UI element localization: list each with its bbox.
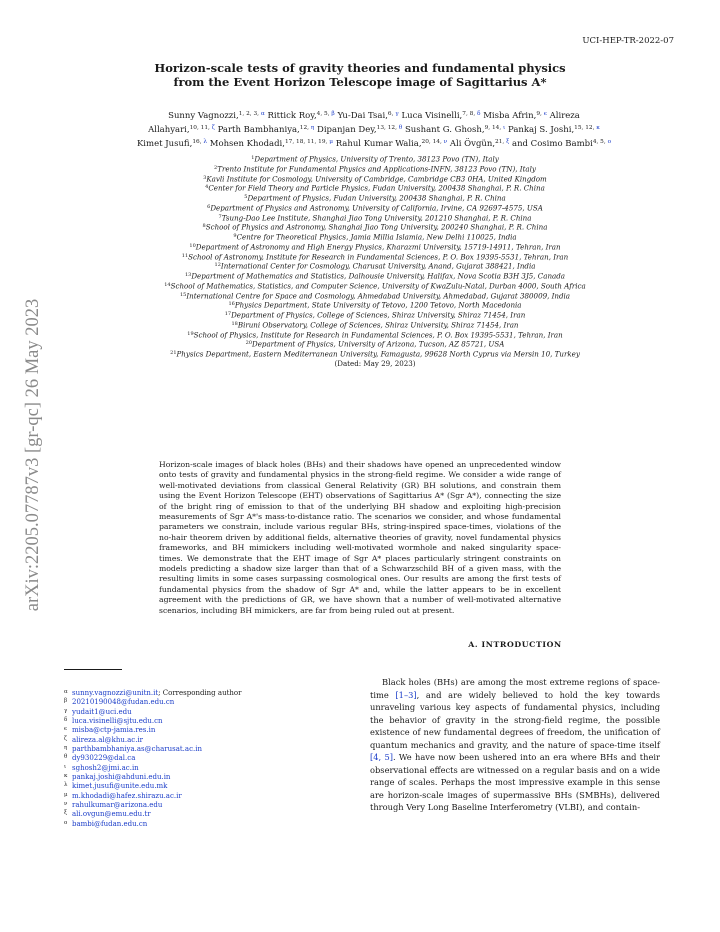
author-affiliation-marks — [317, 111, 335, 117]
author-name: Luca Visinelli, — [401, 111, 463, 121]
footnote — [64, 819, 354, 828]
affiliation-list — [60, 154, 690, 368]
intro-text: Black holes (BHs) are among the most extreme regions of space-time — [370, 677, 660, 700]
affiliation-text: Department of Astronomy and High Energy Physics, Kharazmi University, 15719-14911, Tehran, Iran — [195, 242, 561, 252]
author — [210, 139, 333, 149]
affiliation — [60, 310, 690, 320]
affiliation-number: 10 — [189, 242, 196, 249]
footnote — [64, 707, 354, 716]
intro-paragraph — [370, 676, 660, 814]
email-link[interactable]: alireza.al@khu.ac.ir — [72, 735, 144, 744]
author-affiliation-marks — [190, 125, 215, 131]
affiliation-text: International Centre for Space and Cosmology, Ahmedabad University, Ahmedabad, Gujarat 380009, India — [186, 291, 571, 300]
affiliation-text: School of Physics and Astronomy, Shanghai Jiao Tong University, 200240 Shanghai, P. R. China — [205, 222, 548, 232]
intro-text: , and are widely believed to hold the key towards unraveling various key aspects of fundamental physics, including the behavior of gravity in the strong-field regime, the possible existence of new fundamental degrees of freedom, the unification of quantum mechanics and gravity, and the nature of space-time itself — [370, 689, 660, 750]
author — [336, 139, 448, 149]
footnote — [64, 716, 354, 725]
footnote-symbol-link[interactable]: η — [310, 125, 315, 131]
affiliation-text: Tsung-Dao Lee Institute, Shanghai Jiao Tong University, 201210 Shanghai, P. R. China — [221, 213, 532, 222]
author-affiliation-marks — [377, 125, 403, 131]
author — [508, 125, 600, 135]
affiliation-number: 14 — [164, 281, 171, 288]
author-affiliation-marks — [388, 111, 399, 117]
email-link[interactable]: dy930229@dal.ca — [72, 754, 136, 763]
footnote-symbol-link[interactable]: o — [607, 139, 612, 145]
footnote-mark: θ — [64, 754, 68, 761]
footnote-symbol-link[interactable]: ν — [443, 139, 448, 145]
email-link[interactable]: luca.visinelli@sjtu.edu.cn — [72, 717, 163, 726]
title-line: from the Event Horizon Telescope image of Sagittarius A* — [173, 75, 547, 89]
affiliation-number: 12 — [214, 262, 221, 269]
footnote-mark: μ — [64, 791, 68, 798]
email-link[interactable]: rahulkumar@arizona.edu — [72, 801, 163, 810]
footnote-mark: ζ — [64, 735, 67, 742]
email-link[interactable]: parthbambhaniya.as@charusat.ac.in — [72, 745, 202, 754]
paper-title — [0, 61, 720, 89]
affiliation-text: Department of Physics, College of Sciences, Shiraz University, Shiraz 71454, Iran — [231, 310, 526, 320]
author-affiliation-marks — [485, 125, 506, 131]
email-link[interactable]: pankaj.joshi@ahduni.edu.in — [72, 773, 171, 782]
affiliation — [60, 174, 690, 184]
affiliation-number: 7 — [218, 213, 222, 220]
author — [168, 111, 265, 121]
affiliation — [60, 300, 690, 310]
author-affiliation-marks — [495, 139, 509, 145]
affiliation-numbers: 21, — [495, 139, 507, 145]
affiliation — [60, 232, 690, 242]
email-link[interactable]: misba@ctp-jamia.res.in — [72, 726, 156, 735]
author-name: and Cosimo Bambi — [512, 139, 593, 149]
footnote-mark: γ — [64, 707, 68, 714]
affiliation-numbers: 13, 12, — [376, 125, 399, 131]
citation-link[interactable]: [1–3] — [395, 689, 417, 700]
footnote — [64, 763, 354, 772]
affiliation-text: School of Physics, Institute for Research in Fundamental Sciences, P. O. Box 19395-5531, Tehran, Iran — [193, 330, 563, 339]
footnote-mark: ξ — [64, 810, 68, 817]
affiliation-number: 17 — [224, 311, 232, 317]
author-affiliation-marks — [192, 139, 207, 145]
author-affiliation-marks — [285, 139, 333, 145]
affiliation-number: 15 — [179, 291, 187, 298]
footnote-note: ; Corresponding author — [158, 689, 242, 697]
affiliation-text: Department of Physics, Fudan University, 200438 Shanghai, P. R. China — [247, 193, 506, 203]
affiliation-number: 19 — [187, 330, 194, 337]
affiliation-text: Department of Mathematics and Statistics, Dalhousie University, Halifax, Nova Scotia B3H 3J5, Canada — [191, 271, 566, 281]
author — [483, 111, 547, 121]
footnote-mark: ϵ — [64, 726, 68, 733]
footnote-symbol-link[interactable]: λ — [203, 139, 208, 145]
affiliation — [60, 164, 690, 174]
author-affiliation-marks — [574, 125, 600, 131]
footnote — [64, 697, 354, 706]
email-link[interactable]: m.khodadi@hafez.shirazu.ac.ir — [72, 791, 182, 800]
author-name: Yu-Dai Tsai, — [337, 111, 388, 121]
author-line — [64, 108, 684, 122]
author-name: Allahyari, — [148, 125, 190, 135]
footnote — [64, 753, 354, 762]
author-name: Alireza — [549, 111, 580, 121]
author — [550, 111, 580, 121]
author-name: Parth Bambhaniya, — [217, 125, 300, 135]
affiliation-text: Physics Department, State University of Tetovo, 1200 Tetovo, North Macedonia — [234, 300, 522, 310]
author — [137, 139, 207, 149]
affiliation-numbers: 1, 2, 3, — [238, 111, 261, 117]
footnote-mark: o — [64, 819, 68, 826]
footnote-symbol-link[interactable]: γ — [395, 111, 399, 117]
footnote — [64, 772, 354, 781]
author-list — [64, 108, 684, 150]
footnote-symbol-link[interactable]: β — [331, 111, 335, 117]
footnote-symbol-link[interactable]: ϵ — [543, 111, 547, 117]
affiliation-number: 5 — [244, 194, 248, 200]
author-affiliation-marks — [300, 125, 315, 131]
affiliation-numbers: 4, 5, — [316, 111, 332, 117]
affiliation — [60, 242, 690, 252]
footnote-mark: ι — [64, 763, 67, 770]
affiliation-number: 11 — [181, 252, 189, 259]
affiliation — [60, 271, 690, 281]
affiliation-text: School of Astronomy, Institute for Research in Fundamental Sciences, P. O. Box 19395-5531, Tehran, Iran — [188, 252, 569, 261]
affiliation — [60, 183, 690, 193]
author — [401, 111, 480, 121]
affiliation — [60, 252, 690, 262]
footnote-symbol-link[interactable]: ζ — [211, 125, 215, 131]
author-name: Rittick Roy, — [267, 111, 317, 121]
footnote-mark: ν — [64, 801, 68, 808]
footnote — [64, 809, 354, 818]
email-link[interactable]: sghosh2@jmi.ac.in — [72, 763, 139, 772]
affiliation-numbers: 9, — [536, 111, 544, 117]
footnote-symbol-link[interactable]: θ — [398, 125, 403, 131]
footnote-symbol-link[interactable]: ξ — [506, 139, 510, 145]
affiliation-numbers: 17, 18, 11, 19, — [284, 139, 330, 145]
footnote-mark: α — [64, 689, 68, 695]
intro-text: . We have now been ushered into an era where BHs and their observational effects are witnessed on a regular basis and on a wide range of scales. Perhaps the most impressive example in this sense are horizon-scale images of supermassive BHs (SMBHs), delivered through Very Long Baseline Interferometry (VLBI), and contain- — [370, 752, 660, 812]
author — [337, 111, 398, 121]
affiliation-number: 21 — [170, 350, 177, 356]
email-link[interactable]: sunny.vagnozzi@unitn.it — [72, 689, 159, 697]
affiliation-lines — [60, 154, 690, 359]
footnote-rule — [64, 669, 122, 670]
author-name: Misba Afrin, — [483, 111, 537, 121]
affiliation-text: Centre for Theoretical Physics, Jamia Millia Islamia, New Delhi 110025, India — [236, 232, 517, 242]
footnote — [64, 744, 354, 753]
affiliation-numbers: 6, — [387, 111, 396, 117]
author — [218, 125, 315, 135]
footnote — [64, 735, 354, 744]
affiliation — [60, 213, 690, 223]
author-affiliation-marks — [239, 111, 265, 117]
citation-link[interactable]: [4, 5] — [370, 752, 393, 762]
author-affiliation-marks — [536, 111, 547, 117]
author-line — [64, 122, 684, 136]
footnote-symbol-link[interactable]: α — [260, 111, 265, 117]
affiliation-number: 16 — [228, 301, 235, 308]
affiliation — [60, 320, 690, 330]
affiliation-text: Department of Physics, University of Trento, 38123 Povo (TN), Italy — [254, 154, 499, 164]
email-link[interactable]: yudait1@uci.edu — [72, 707, 132, 716]
affiliation-text: Kavli Institute for Cosmology, University of Cambridge, Cambridge CB3 0HA, United Kingdom — [206, 174, 547, 183]
email-link[interactable]: kimet.jusufi@unite.edu.mk — [72, 782, 168, 791]
author-name: Ali Övgün, — [449, 139, 496, 149]
affiliation-number: 4 — [205, 184, 209, 191]
author-name: Kimet Jusufi, — [136, 139, 193, 149]
section-heading: A. INTRODUCTION — [468, 640, 562, 649]
affiliation — [60, 203, 690, 213]
affiliation-numbers: 4, 5, — [592, 139, 608, 145]
affiliation — [60, 222, 690, 232]
affiliation-number: 6 — [207, 203, 211, 210]
author — [317, 125, 402, 135]
affiliation-text: Trento Institute for Fundamental Physics and Applications-INFN, 38123 Povo (TN), Italy — [217, 164, 536, 174]
footnote-mark: η — [64, 745, 68, 752]
affiliation-text: Physics Department, Eastern Mediterranean University, Famagusta, 99628 North Cyprus via Mersin 10, Turkey — [176, 349, 580, 359]
affiliation-number: 20 — [245, 340, 253, 347]
footnote-list — [64, 688, 354, 828]
affiliation-text: School of Mathematics, Statistics, and Computer Science, University of KwaZulu-Natal, Durban 4000, South Africa — [170, 281, 586, 291]
author-name: Sushant G. Ghosh, — [404, 125, 485, 135]
author-name: Pankaj S. Joshi, — [508, 125, 575, 135]
affiliation-number: 3 — [203, 174, 207, 181]
preprint-number: UCI-HEP-TR-2022-07 — [582, 36, 674, 46]
arxiv-side-stamp — [8, 245, 52, 665]
footnote-symbol-link[interactable]: ι — [503, 125, 506, 131]
footnote — [64, 791, 354, 800]
abstract: Horizon-scale images of black holes (BHs) and their shadows have opened an unprecedented window onto tests of gravity and fundamental physics in the strong-field regime. We consider a wide range of well-motivated deviations from classical General Relativity (GR) BH solutions, and constrain them using the Event Horizon Telescope (EHT) observations of Sagittarius A* (Sgr A*), connecting the size of the bright ring of emission to that of the underlying BH shadow and exploiting high-precision measurements of Sgr A*'s mass-to-distance ratio. The scenarios we consider, and whose fundamental parameters we constrain, include various regular BHs, string-inspired space-times, violations of the no-hair theorem driven by additional fields, alternative theories of gravity, novel fundamental physics frameworks, and BH mimickers including well-motivated wormhole and naked singularity space-times. We demonstrate that the EHT image of Sgr A* places particularly stringent constraints on models predicting a shadow size larger than that of a Schwarzschild BH of a given mass, with the resulting limits in some cases surpassing cosmological ones. Our results are among the first tests of fundamental physics from the shadow of Sgr A* and, while the latter appears to be in excellent agreement with the predictions of GR, we have shown that a number of well-motivated alternative scenarios, including BH mimickers, are far from being ruled out at present. — [159, 460, 561, 615]
affiliation — [60, 193, 690, 203]
affiliation-numbers: 9, 14, — [484, 125, 504, 131]
author — [405, 125, 505, 135]
affiliation-number: 1 — [251, 155, 255, 161]
author — [148, 125, 215, 135]
affiliation-numbers: 16, — [192, 139, 204, 145]
author-line — [64, 136, 684, 150]
affiliation-number: 18 — [231, 320, 238, 327]
affiliation-numbers: 10, 11, — [189, 125, 212, 131]
email-link[interactable]: ali.ovgun@emu.edu.tr — [72, 810, 151, 819]
dated-line: (Dated: May 29, 2023) — [334, 358, 416, 368]
affiliation-number: 9 — [233, 233, 237, 239]
affiliation — [60, 339, 690, 349]
affiliation — [60, 261, 690, 271]
affiliation — [60, 330, 690, 340]
footnote-mark: λ — [64, 782, 68, 789]
footnote-symbol-link[interactable]: κ — [596, 125, 600, 131]
email-link[interactable]: 20210190048@fudan.edu.cn — [72, 698, 175, 707]
affiliation-numbers: 7, 8, — [462, 111, 478, 117]
footnote — [64, 781, 354, 790]
affiliation-numbers: 15, 12, — [574, 125, 597, 131]
affiliation-numbers: 12, — [299, 125, 311, 131]
arxiv-stamp-text: arXiv:2205.07787v3 [gr-qc] 26 May 2023 — [23, 298, 43, 612]
author-name: Dipanjan Dey, — [317, 125, 377, 135]
affiliation — [60, 154, 690, 164]
affiliation-text: Department of Physics and Astronomy, University of California, Irvine, CA 92697-4575, USA — [210, 203, 543, 213]
author-name: Mohsen Khodadi, — [209, 139, 285, 149]
footnote-mark: β — [64, 698, 68, 705]
author-affiliation-marks — [422, 139, 448, 145]
affiliation-number: 8 — [202, 223, 206, 230]
affiliation-number: 2 — [214, 164, 218, 171]
author-name: Sunny Vagnozzi, — [168, 111, 239, 121]
affiliation-numbers: 20, 14, — [421, 139, 444, 145]
title-line: Horizon-scale tests of gravity theories and fundamental physics — [154, 61, 566, 75]
author — [267, 111, 334, 121]
affiliation — [60, 291, 690, 301]
affiliation-text: Biruni Observatory, College of Sciences, Shiraz University, Shiraz 71454, Iran — [237, 320, 519, 330]
footnote — [64, 688, 354, 697]
footnote-symbol-link[interactable]: μ — [329, 139, 333, 145]
author — [512, 139, 611, 149]
affiliation-text: Department of Physics, University of Arizona, Tucson, AZ 85721, USA — [252, 339, 505, 349]
footnote — [64, 725, 354, 734]
author-affiliation-marks — [462, 111, 480, 117]
affiliation-text: Center for Field Theory and Particle Physics, Fudan University, 200438 Shanghai, P. R. China — [208, 183, 545, 193]
email-link[interactable]: bambi@fudan.edu.cn — [72, 819, 148, 828]
footnote-mark: κ — [64, 773, 68, 780]
affiliation-number: 13 — [184, 272, 192, 278]
author-affiliation-marks — [593, 139, 611, 145]
author — [450, 139, 509, 149]
affiliation — [60, 281, 690, 291]
affiliation-text: International Center for Cosmology, Charusat University, Anand, Gujarat 388421, India — [220, 261, 536, 271]
footnote — [64, 800, 354, 809]
footnote-symbol-link[interactable]: δ — [477, 111, 481, 117]
footnote-mark: δ — [64, 717, 68, 724]
affiliation — [60, 349, 690, 359]
author-name: Rahul Kumar Walia, — [335, 139, 422, 149]
